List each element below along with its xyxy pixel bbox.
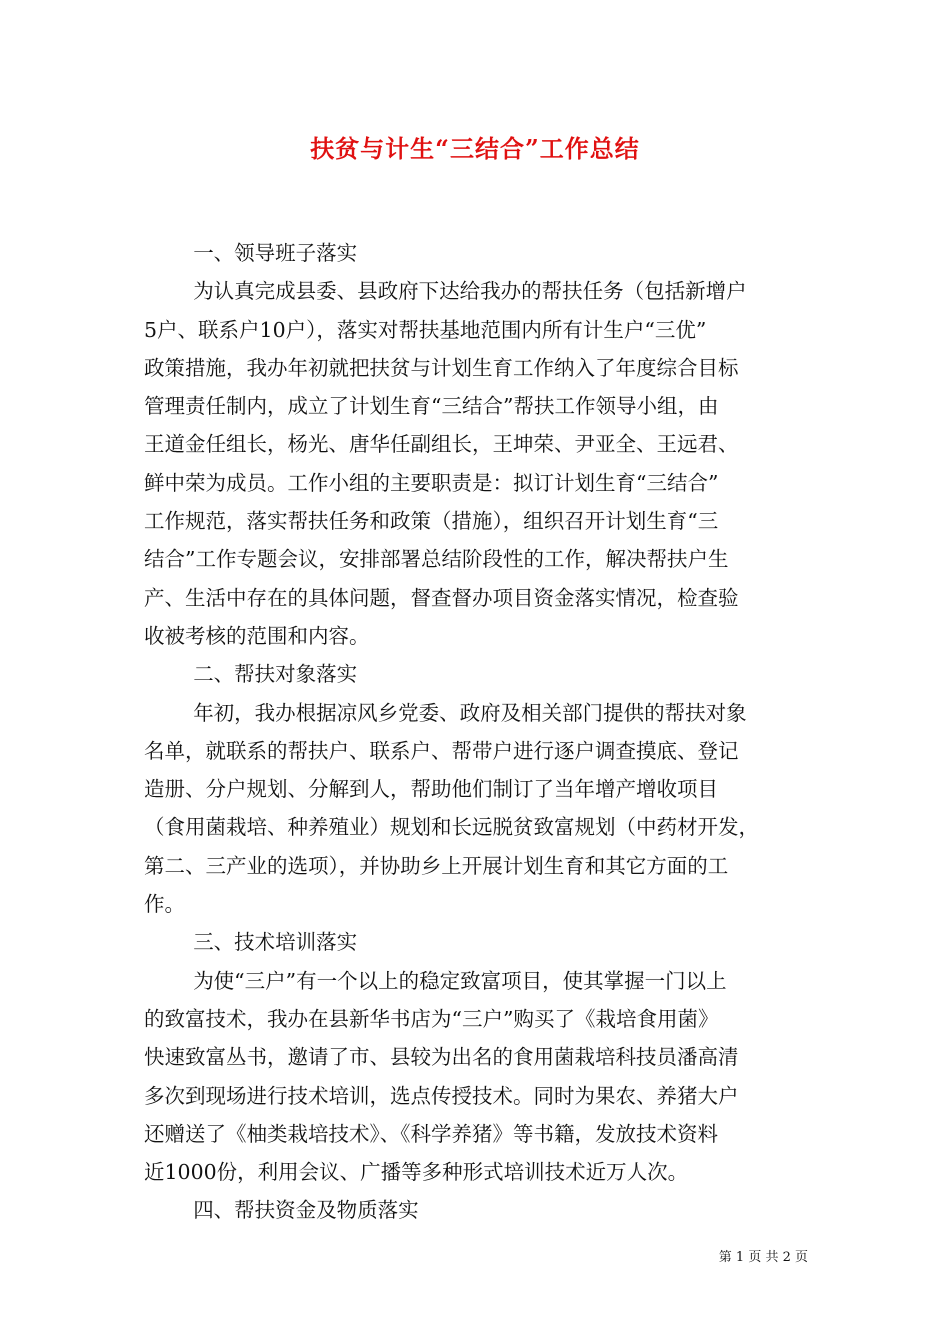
document-title: 扶贫与计生“三结合”工作总结	[310, 134, 640, 163]
paragraph-training: 为使“三户”有一个以上的稳定致富项目，使其掌握一门以上 的致富技术，我办在县新华书店为“三户”购买了《栽培食用菌》 快速致富丛书，邀请了市、县较为出名的食用菌栽培科技员潘高清 多次到现场进行技术培训，选点传授技术。同时为果农、养猪大户 还赠送了《柚类栽培技术》、《科学养猪》等书籍，发放技术资料 近1000份，利用会议、广播等多种形式培训技术近万人次。	[144, 968, 739, 1185]
section-heading-funds: 四、帮扶资金及物质落实	[193, 1198, 419, 1223]
document-body	[144, 234, 810, 1230]
section-heading-leadership: 一、领导班子落实	[193, 241, 358, 265]
section-heading-training: 三、技术培训落实	[193, 930, 358, 955]
section-heading-targets: 二、帮扶对象落实	[193, 662, 358, 687]
paragraph-leadership: 为认真完成县委、县政府下达给我办的帮扶任务（包括新增户 5户、联系户10户），落实对帮扶基地范围内所有计生户“三优” 政策措施，我办年初就把扶贫与计划生育工作纳入了年度综合目标 管理责任制内，成立了计划生育“三结合”帮扶工作领导小组，由 王道金任组长，杨光、唐华任副组长，王坤荣、尹亚全、王远君、 鲜中荣为成员。工作小组的主要职责是：拟订计划生育“三结合” 工作规范，落实帮扶任务和政策（措施），组织召开计划生育“三 结合”工作专题会议，安排部署总结阶段性的工作，解决帮扶户生 产、生活中存在的具体问题，督查督办项目资金落实情况，检查验 收被考核的范围和内容。	[144, 279, 747, 648]
page-number: 第 1 页 共 2 页	[718, 1250, 808, 1265]
paragraph-targets: 年初，我办根据凉风乡党委、政府及相关部门提供的帮扶对象 名单，就联系的帮扶户、联系户、帮带户进行逐户调查摸底、登记 造册、分户规划、分解到人，帮助他们制订了当年增产增收项目 （食用菌栽培、种养殖业）规划和长远脱贫致富规划（中药材开发， 第二、三产业的选项），并协助乡上开展计划生育和其它方面的工 作。	[144, 700, 759, 917]
